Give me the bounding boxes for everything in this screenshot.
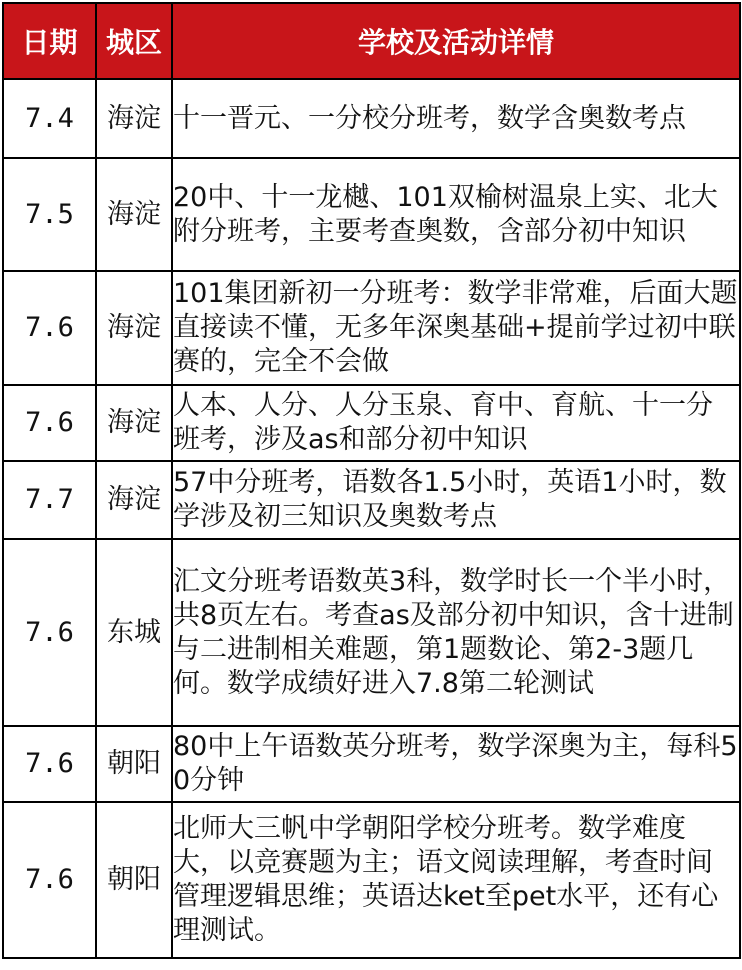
date-cell: 7.5 xyxy=(3,158,96,271)
district-cell: 朝阳 xyxy=(96,726,172,802)
header-details: 学校及活动详情 xyxy=(172,3,740,79)
detail-cell: 57中分班考，语数各1.5小时，英语1小时，数学涉及初三知识及奥数考点 xyxy=(172,461,740,539)
header-date: 日期 xyxy=(3,3,96,79)
schedule-table xyxy=(2,2,741,959)
district-cell: 朝阳 xyxy=(96,802,172,958)
district-cell: 海淀 xyxy=(96,461,172,539)
header-row xyxy=(3,3,740,79)
date-cell: 7.6 xyxy=(3,539,96,726)
table-row xyxy=(3,79,740,158)
district-cell: 东城 xyxy=(96,539,172,726)
detail-cell: 20中、十一龙樾、101双榆树温泉上实、北大附分班考，主要考查奥数，含部分初中知识 xyxy=(172,158,740,271)
table-row xyxy=(3,271,740,385)
date-cell: 7.6 xyxy=(3,726,96,802)
detail-cell: 人本、人分、人分玉泉、育中、育航、十一分班考，涉及as和部分初中知识 xyxy=(172,385,740,461)
table-row xyxy=(3,461,740,539)
table-row xyxy=(3,539,740,726)
district-cell: 海淀 xyxy=(96,79,172,158)
detail-cell: 80中上午语数英分班考，数学深奥为主，每科50分钟 xyxy=(172,726,740,802)
district-cell: 海淀 xyxy=(96,158,172,271)
district-cell: 海淀 xyxy=(96,271,172,385)
table-row xyxy=(3,385,740,461)
date-cell: 7.6 xyxy=(3,271,96,385)
detail-cell: 汇文分班考语数英3科，数学时长一个半小时，共8页左右。考查as及部分初中知识，含十进制与二进制相关难题，第1题数论、第2-3题几何。数学成绩好进入7.8第二轮测试 xyxy=(172,539,740,726)
header-district: 城区 xyxy=(96,3,172,79)
date-cell: 7.4 xyxy=(3,79,96,158)
table-row xyxy=(3,726,740,802)
table-row xyxy=(3,158,740,271)
date-cell: 7.6 xyxy=(3,802,96,958)
district-cell: 海淀 xyxy=(96,385,172,461)
table-row xyxy=(3,802,740,958)
detail-cell: 101集团新初一分班考：数学非常难，后面大题直接读不懂，无多年深奥基础+提前学过初中联赛的，完全不会做 xyxy=(172,271,740,385)
detail-cell: 北师大三帆中学朝阳学校分班考。数学难度大，以竞赛题为主；语文阅读理解，考查时间管理逻辑思维；英语达ket至pet水平，还有心理测试。 xyxy=(172,802,740,958)
date-cell: 7.7 xyxy=(3,461,96,539)
date-cell: 7.6 xyxy=(3,385,96,461)
detail-cell: 十一晋元、一分校分班考，数学含奥数考点 xyxy=(172,79,740,158)
